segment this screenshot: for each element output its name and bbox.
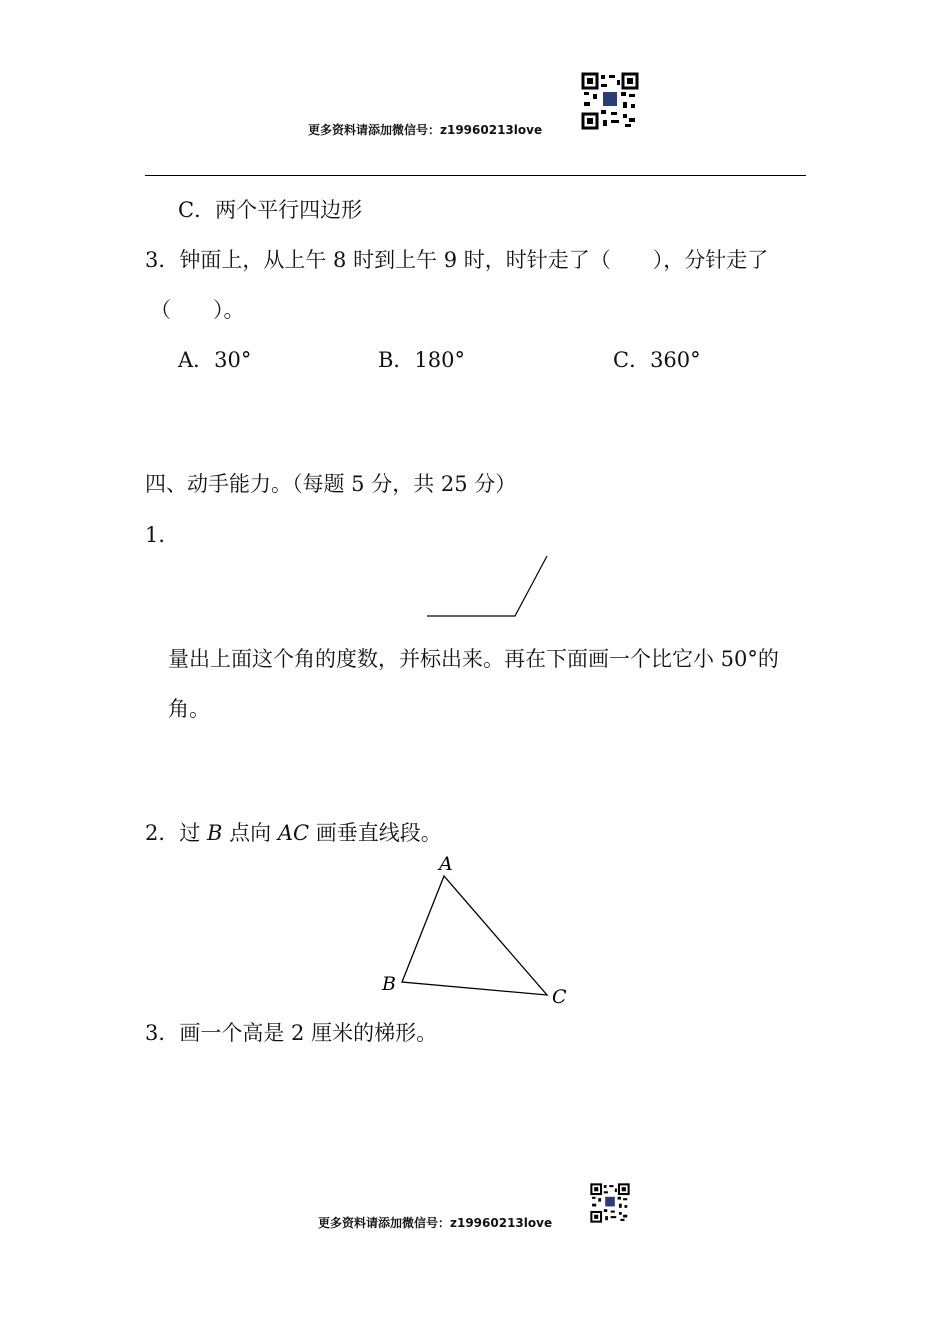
- option-a: A．30°: [178, 348, 252, 372]
- option-c-parallelograms: C．两个平行四边形: [178, 198, 363, 222]
- q1-number: 1．: [145, 523, 180, 547]
- qr-code-icon: [581, 72, 639, 130]
- section-title: 四、动手能力。（每题 5 分，共 25 分）: [145, 472, 517, 496]
- clock-question-text: 3．钟面上，从上午 8 时到上午 9 时，时针走了（ ），分针走了: [145, 248, 769, 272]
- option-c: C．360°: [613, 348, 701, 372]
- q2-text: [145, 820, 442, 846]
- option-b: B．180°: [378, 348, 466, 372]
- q1-line1: 量出上面这个角的度数，并标出来。再在下面画一个比它小 50°的: [168, 647, 779, 671]
- clock-question-cont: （ ）。: [150, 298, 245, 322]
- q3-text: 3．画一个高是 2 厘米的梯形。: [145, 1021, 438, 1045]
- label-a: A: [439, 853, 453, 875]
- q2-post: 画垂直线段。: [309, 821, 442, 845]
- label-c: C: [552, 986, 567, 1008]
- triangle-figure: [375, 850, 575, 1010]
- q2-pre: 2．过: [145, 821, 208, 845]
- q2-mid: 点向: [222, 821, 278, 845]
- header-divider: [145, 175, 806, 176]
- q2-point-b: B: [207, 821, 223, 845]
- angle-figure: [420, 550, 560, 625]
- footer-text: 更多资料请添加微信号：z19960213love: [318, 1216, 553, 1230]
- header-text: 更多资料请添加微信号：z19960213love: [308, 123, 543, 137]
- angle-lines: [427, 556, 547, 616]
- triangle-abc: [402, 876, 547, 995]
- q1-line2: 角。: [168, 697, 210, 721]
- q2-segment-ac: AC: [277, 821, 310, 845]
- label-b: B: [382, 973, 396, 995]
- qr-code-icon: [590, 1183, 630, 1223]
